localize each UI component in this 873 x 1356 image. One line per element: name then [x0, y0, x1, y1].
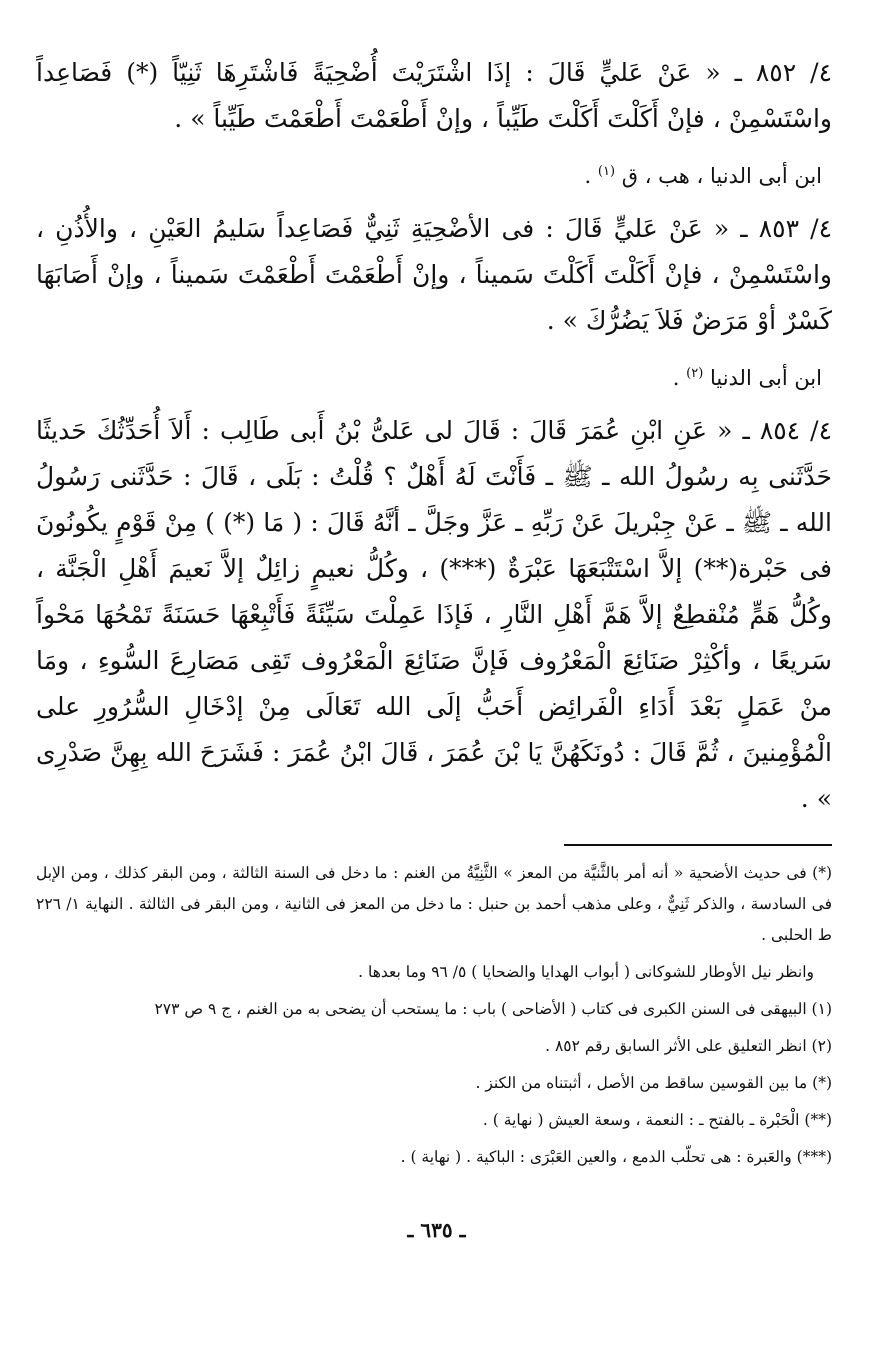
footnote-1: (١) البيهقى فى السنن الكبرى فى كتاب ( الأضاحى ) باب : ما يستحب أن يضحى به من الغنم ، ج ٩ ص ٢٧٣ — [154, 1000, 832, 1018]
footnote-star-b: وانظر نيل الأوطار للشوكانى ( أبواب الهدايا والضحايا ) ٥/ ٩٦ وما بعدها . — [358, 963, 814, 981]
hadith-852-source-text: ابن أبى الدنيا ، هب ، ق — [621, 164, 822, 188]
hadith-853-source: ابن أبى الدنيا $^{(٢)}$ . — [672, 366, 822, 390]
hadith-854: ٤/ ٨٥٤ ـ « عَنِ ابْنِ عُمَرَ قَالَ : قَالَ لى عَلىُّ بْنُ أَبى طَالِب : أَلاَ أُحَدِّثُكَ حَديثًا حَدَّثَنى بِه رسُولُ الله ـ ﷺ ـ فَأَنْتَ لَهُ أَهْلٌ ؟ قُلْتُ : بَلَى ، قَالَ : حَدَّثَنى رَسُولُ الله ـ ﷺ ـ عَنْ جِبْريلَ عَنْ رَبِّهِ ـ عَزَّ وجَلَّ ـ أنَّهُ قَالَ : ( مَا (*) ) مِنْ قَوْمٍ يكُونُونَ فى حَبْرة(**) إلاَّ اسْتَتْبَعَهَا عَبْرَةٌ (***) ، وكُلُّ نعيمٍ زائِلٌ إلاَّ نَعيمَ أَهْلِ الْجَنَّة ، وكُلُّ هَمٍّ مُنْقطِعٌ إلاَّ هَمَّ أَهْلِ النَّارِ ، فَإذَا عَمِلْتَ سَيِّئَةً فَأَتْبِعْهَا حَسَنَةً تَمْحُهَا مَحْواً سَريعًا ، وأكْثِرْ صَنَائِعَ الْمَعْرُوف فَإنَّ صَنَائِعَ الْمَعْرُوف تَقِى مَصَارِعَ السُّوءِ ، ومَا منْ عَمَلٍ بَعْدَ أَدَاءِ الْفَرائِض أَحَبُّ إلَى الله تَعَالَى مِنْ إدْخَالِ السُّرُورِ على الْمُؤْمِنينَ ، ثُمَّ قَالَ : دُونَكَهُنَّ يَا بْنَ عُمَرَ ، قَالَ ابْنُ عُمَرَ : فَشَرَحَ الله بِهِنَّ صَدْرِى » . — [36, 416, 832, 813]
main-text — [36, 50, 832, 822]
footnote-ref-2[interactable]: (٢) — [686, 366, 704, 381]
footnote-star-a: (*) فى حديث الأضحية « أنه أمر بالثَّنيَّة من المعز » الثَّنِيَّةُ من الغنم : ما دخل فى السنة الثالثة ، ومن البقر كذلك ، ومن الإبل فى السادسة ، والذكر ثَنِيٌّ ، وعلى مذهب أحمد بن حنبل : ما دخل من المعز فى الثانية ، ومن البقر فى الثالثة . النهاية ١/ ٢٢٦ ط الحلبى . — [36, 864, 832, 944]
book-page — [36, 50, 832, 1330]
hadith-852: ٤/ ٨٥٢ ـ « عَنْ عَليٍّ قَالَ : إذَا اشْتَرَيْتَ أُضْحِيَةً فَاشْتَرِهَا ثَنِيّاً (*) فَصَاعِداً واسْتَسْمِنْ ، فإنْ أَكَلْتَ أَكَلْتَ طَيِّباً ، وإنْ أَطْعَمْتَ أَطْعَمْتَ طَيِّباً » . — [36, 58, 832, 133]
hadith-852-source: ابن أبى الدنيا ، هب ، ق $^{(١)}$ . — [584, 164, 822, 188]
hadith-853: ٤/ ٨٥٣ ـ « عَنْ عَليٍّ قَالَ : فى الأضْحِيَةِ ثَنِيٌّ فَصَاعِداً سَليمُ العَيْنِ ، والأُذُنِ ، واسْتَسْمِنْ ، فإنْ أَكَلْتَ أَكَلْتَ سَميناً ، وإنْ أَطْعَمْتَ أَطْعَمْتَ سَميناً ، وإنْ أَصَابَهَا كَسْرٌ أوْ مَرَضٌ فَلاَ يَضُرُّكَ » . — [36, 214, 832, 335]
hadith-853-source-text: ابن أبى الدنيا — [709, 366, 822, 390]
footnote-divider — [564, 844, 832, 846]
footnote-2: (٢) انظر التعليق على الأثر السابق رقم ٨٥٢ . — [545, 1037, 832, 1055]
footnote-star-1: (*) ما بين القوسين ساقط من الأصل ، أثبتناه من الكنز . — [475, 1074, 832, 1092]
page-number: ـ ٦٣٥ ـ — [407, 1218, 466, 1242]
footnote-ref-1[interactable]: (١) — [597, 164, 616, 179]
footnote-star-2: (**) الْحَبْرة ـ بالفتح ـ : النعمة ، وسعة العيش ( نهاية ) . — [482, 1111, 832, 1129]
footnotes — [36, 858, 832, 1173]
footnote-star-3: (***) والعَبرة : هى تحلّب الدمع ، والعين العَبْرَى : الباكية . ( نهاية ) . — [400, 1148, 832, 1166]
